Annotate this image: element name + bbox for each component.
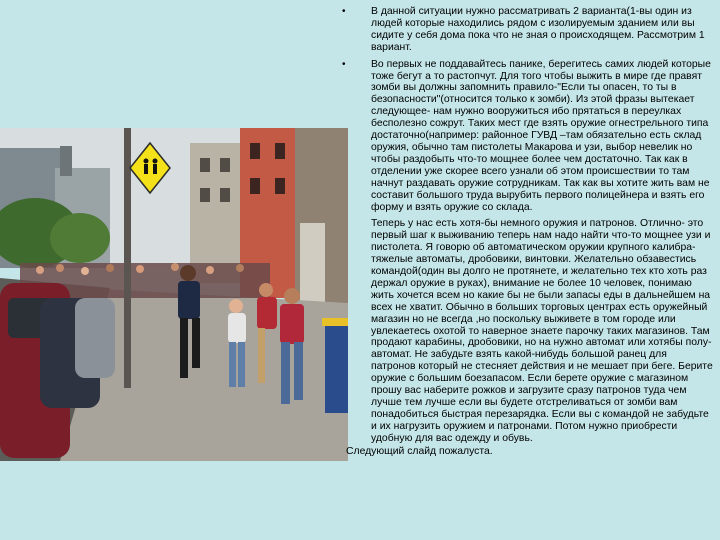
bullet-item-1 [338,6,714,54]
paragraph-3: Теперь у нас есть хотя-бы немного оружия и патронов. Отлично- это первый шаг к выживанию теперь нам надо найти что-то мощнее узи и пистолета. Я говорю об автоматическом оружии крупного калибра- тяжелые автоматы, дробовики, винтовки. Желательно обзавестись командой(один вы долго не протянете, и желательно тех кто хоть раз держал оружие в руках), внимание не более 10 человек, понимаю жить хочется всем но какие бы не были запасы еды в дальнейшем на всех не хватит. Обычно в больших торговых центрах есть оружейный магазин но не всегда ,но поскольку выживете в том городе или увлекаетесь охотой то наверное знаете парочку таких магазинов. Там продают карабины, дробовики, но на нужно автомат или хотябы полу- автомат. Не забудьте взять какой-нибудь большой ранец для патронов который не стесняет действия и не мешает при беге. Берите оружие с большим боезапасом. Если берете оружие с магазином прошу вас наберите рожков и загрузите сразу патронов туда чем лучше тем лучше если вы будете отстреливаться от зомби вам понадобиться быстрая перезарядка. Если вы с командой не забудьте и их нагрузить оружием и патронами. Потом нужно приобрести удобную для вас одежду и обувь. [371,218,713,444]
bullet-marker: • [342,58,346,70]
bullet-text-2: Во первых не поддавайтесь панике, берегитесь самих людей которые тоже бегут а то растопчут. Для того чтобы выжить в мире где правят зомби вы должны запомнить правило-"Если ты опасен, то ты в безопасности"(относится только к зомби). Из этой фразы вытекает следующее- нам нужно вооружиться ибо прятаться в переулках бесполезно сожрут. Таких мест где взять оружие огнестрельного типа достаточно(например: районное ГУВД –там обязательно есть склад оружия, обычно там пистолеты Макарова и узи, выбор невелик но чтобы раздобыть что-то мощнее более чем достаточно. Так как в отделении уже скорее всего узнали об этом происшествии то там начнут раздавать оружие сотрудникам. Так как вы хотите жить вам не составит большого труда вырубить первого полицейнера и взять его форму и взять оружие со склада. [371,58,711,213]
bullet-item-2 [338,59,714,214]
slide-text [338,6,714,536]
next-slide-note: Следующий слайд пожалуста. [346,445,493,457]
bullet-marker: • [342,6,346,17]
street-photo [0,128,348,461]
bullet-text-1: В данной ситуации нужно рассматривать 2 варианта(1-вы один из людей которые находились рядом с изолируемым зданием или вы сидите у себя дома пока что не зная о происходящем. Рассмотрим 1 вариант. [371,6,705,53]
